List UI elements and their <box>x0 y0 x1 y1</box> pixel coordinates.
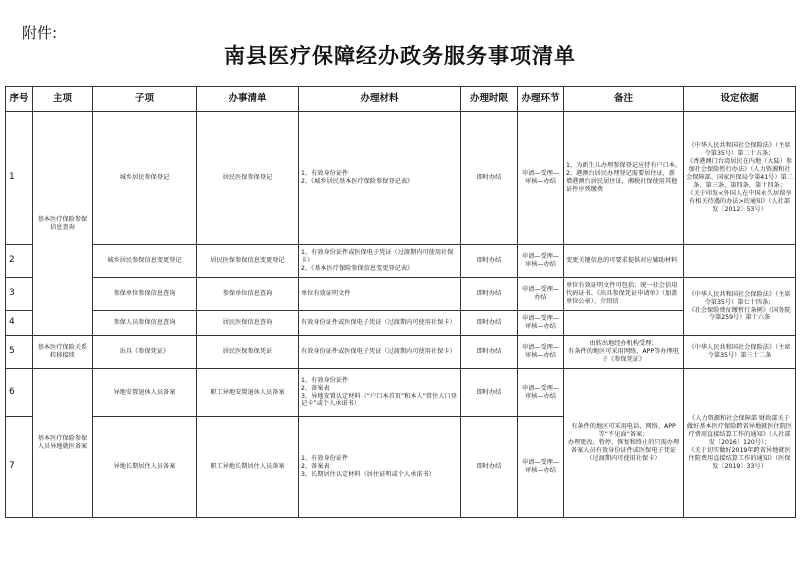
service-list-cell: 职工异地安置退休人员备案 <box>197 369 299 417</box>
time-limit-cell: 即时办结 <box>461 112 518 245</box>
service-list-cell: 居民医保参保登记 <box>197 112 299 245</box>
notes-cell <box>564 311 684 336</box>
header-main-item: 主项 <box>33 87 93 112</box>
basis-cell: 《人力资源和社会保障部 财政部关于做好基本医疗保险跨省异地就医住院医疗费用直接结算工作的通知》（人社部发〔2016〕120号）； 《关于切实做好2019年跨省异地就医住院费用直接结算工作的通知》（医保发〔2019〕33号） <box>684 369 796 518</box>
page-title: 南县医疗保障经办政务服务事项清单 <box>224 44 576 68</box>
service-list-cell: 居民医保信息查询 <box>197 311 299 336</box>
table-row <box>6 112 796 245</box>
materials-cell: 1、有效身份证件 2、备案表 3、异地安置认定材料（“户口本首页”和本人“常住人口登记卡”或个人承诺书） <box>299 369 461 417</box>
row-seq: 4 <box>6 311 33 336</box>
service-list-cell: 参保单位信息查询 <box>197 278 299 311</box>
table-row <box>6 245 796 278</box>
table-row <box>6 336 796 369</box>
row-seq: 6 <box>6 369 33 417</box>
header-steps: 办理环节 <box>518 87 564 112</box>
service-list-cell: 职工异地长期居住人员备案 <box>197 417 299 518</box>
table-row <box>6 278 796 311</box>
time-limit-cell: 即时办结 <box>461 336 518 369</box>
row-seq: 1 <box>6 112 33 245</box>
header-materials: 办理材料 <box>299 87 461 112</box>
sub-item-cell: 异地长期居住人员备案 <box>93 417 197 518</box>
steps-cell: 申请—受理—审核—办结 <box>518 369 564 417</box>
header-notes: 备注 <box>564 87 684 112</box>
notes-cell: 有条件的地区可采用电话、网络、APP等“不见面”备案； 办理更改、暂停、恢复和终止的只需办理备案人员有效身份证件或医保电子凭证（过渡期内可使用社保卡） <box>564 369 684 518</box>
sub-item-cell: 城乡居民参保信息变更登记 <box>93 245 197 278</box>
notes-cell: 1、为新生儿办理参保登记应持有户口本。 2、港澳台居民办理登记需要居住证，新增港澳台居民居住证，湘税社保使用其他证件序列缴费 <box>564 112 684 245</box>
time-limit-cell: 即时办结 <box>461 417 518 518</box>
notes-cell: 由转出地经办机构受理； 有条件的地区可采用网络、APP等办理电子《参保凭证》 <box>564 336 684 369</box>
materials-cell: 有效身份证件或医保电子凭证（过渡期内可使用社保卡） <box>299 336 461 369</box>
header-service-list: 办事清单 <box>197 87 299 112</box>
basis-cell: 《中华人民共和国社会保险法》（主席令第35号）第三十二条 <box>684 336 796 369</box>
header-time-limit: 办理时限 <box>461 87 518 112</box>
header-sub-item: 子项 <box>93 87 197 112</box>
steps-cell: 申请—受理—审核—办结 <box>518 336 564 369</box>
main-item-cell: 基本医疗保险关系转移接续 <box>33 336 93 369</box>
sub-item-cell: 城乡居民参保登记 <box>93 112 197 245</box>
notes-cell: 单位有效证明文件可包括：统一社会信用代码证书、《出具参保凭证申请单》（加盖单位公章）、介绍信 <box>564 278 684 311</box>
time-limit-cell: 即时办结 <box>461 245 518 278</box>
basis-cell <box>684 245 796 278</box>
main-item-cell: 基本医疗保险参保人员异地就医备案 <box>33 369 93 518</box>
materials-cell: 单位有效证明文件 <box>299 278 461 311</box>
table-row <box>6 311 796 336</box>
time-limit-cell: 即时办结 <box>461 369 518 417</box>
time-limit-cell: 即时办结 <box>461 278 518 311</box>
row-seq: 2 <box>6 245 33 278</box>
materials-cell: 1、有效身份证件或医保电子凭证（过渡期内可使用社保卡） 2、《基本医疗保险参保信息变更登记表》 <box>299 245 461 278</box>
table-header-row <box>6 87 796 112</box>
service-list-cell: 居民医保参保信息变更登记 <box>197 245 299 278</box>
header-basis: 设定依据 <box>684 87 796 112</box>
materials-cell: 1、有效身份证件 2、《城乡居民基本医疗保险参保登记表》 <box>299 112 461 245</box>
row-seq: 5 <box>6 336 33 369</box>
sub-item-cell: 参保人员参保信息查询 <box>93 311 197 336</box>
materials-cell: 1、有效身份证件 2、备案表 3、长期居住认定材料（居住证明或个人承诺书） <box>299 417 461 518</box>
basis-cell: 《中华人民共和国社会保险法》（主席令第35号）第七十四条； 《社会保险费征缴暂行条例》（国务院令第259号）第十六条 <box>684 278 796 336</box>
table-row <box>6 369 796 417</box>
main-item-cell: 基本医疗保险参保信息查询 <box>33 112 93 336</box>
header-seq: 序号 <box>6 87 33 112</box>
basis-cell: 《中华人民共和国社会保险法》（主席令第35号）第二十五条； 《香港澳门台湾居民在内地（大陆）参加社会保险暂行办法》（人力资源和社会保障部、国家医保局令第41号）第二条、第三条、第四条、第十四条； 《关于印发<外国人在中国永久居留享有相关待遇的办法>的通知》（人社部发〔2012〕53号） <box>684 112 796 245</box>
sub-item-cell: 出具《参保凭证》 <box>93 336 197 369</box>
steps-cell: 申请—受理—审核—办结 <box>518 417 564 518</box>
sub-item-cell: 参保单位参保信息查询 <box>93 278 197 311</box>
steps-cell: 申请—受理—审核—办结 <box>518 112 564 245</box>
steps-cell: 申请—受理—审核—办结 <box>518 311 564 336</box>
row-seq: 7 <box>6 417 33 518</box>
service-items-table <box>5 86 796 518</box>
materials-cell: 有效身份证件或医保电子凭证（过渡期内可使用社保卡） <box>299 311 461 336</box>
steps-cell: 申请—受理—办结 <box>518 278 564 311</box>
notes-cell: 变更关键信息的可要求提供对应辅助材料 <box>564 245 684 278</box>
service-list-cell: 居民医保参保凭证 <box>197 336 299 369</box>
annex-label: 附件: <box>22 24 58 42</box>
steps-cell: 申请—受理—审核—办结 <box>518 245 564 278</box>
sub-item-cell: 异地安置退休人员备案 <box>93 369 197 417</box>
time-limit-cell: 即时办结 <box>461 311 518 336</box>
row-seq: 3 <box>6 278 33 311</box>
